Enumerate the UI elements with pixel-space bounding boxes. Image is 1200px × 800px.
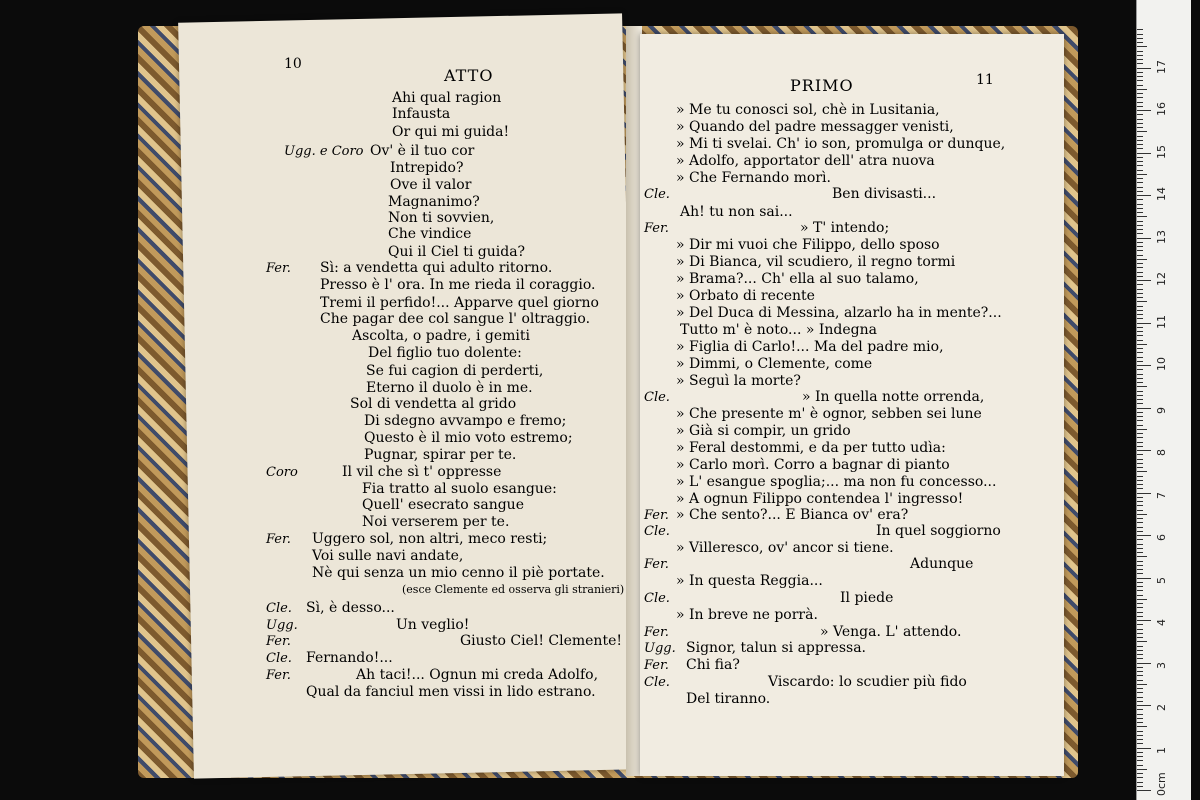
ruler-minor-tick [1137, 340, 1143, 341]
verse-line: » A ognun Filippo contendea l' ingresso! [676, 491, 964, 507]
ruler-tick [1137, 68, 1151, 69]
ruler-tick [1137, 153, 1151, 154]
ruler-label: 17 [1155, 59, 1168, 74]
ruler-minor-tick [1137, 63, 1143, 64]
ruler-minor-tick [1137, 731, 1143, 732]
ruler-minor-tick [1137, 348, 1143, 349]
ruler-label: 6 [1155, 534, 1168, 541]
verse-line: » Villeresco, ov' ancor si tiene. [676, 540, 894, 556]
ruler-minor-tick [1137, 633, 1143, 634]
ruler-minor-tick [1137, 289, 1143, 290]
ruler-tick [1137, 578, 1151, 579]
ruler-minor-tick [1137, 471, 1147, 472]
ruler-minor-tick [1137, 399, 1143, 400]
ruler-minor-tick [1137, 38, 1143, 39]
ruler-label: 12 [1155, 272, 1168, 286]
ruler-minor-tick [1137, 225, 1143, 226]
ruler-minor-tick [1137, 216, 1147, 217]
verse-line: Ove il valor [390, 177, 472, 193]
speaker-label: Ugg. e Coro [284, 144, 364, 159]
verse-line: Che pagar dee col sangue l' oltraggio. [320, 311, 591, 327]
verse-line: » Che Fernando morì. [676, 170, 831, 186]
ruler-minor-tick [1137, 301, 1147, 302]
ruler-minor-tick [1137, 429, 1147, 430]
ruler-label: 16 [1155, 102, 1168, 116]
verse-line: Tremi il perfido!... Apparve quel giorno [320, 295, 599, 311]
ruler-minor-tick [1137, 85, 1143, 86]
ruler-minor-tick [1137, 552, 1143, 553]
verse-line: Qual da fanciul men vissi in lido estrano. [306, 684, 596, 700]
ruler-tick [1137, 620, 1151, 621]
ruler-minor-tick [1137, 297, 1143, 298]
speaker-label: Cle. [644, 390, 670, 405]
ruler-tick [1137, 748, 1151, 749]
ruler-minor-tick [1137, 501, 1143, 502]
ruler-minor-tick [1137, 667, 1143, 668]
verse-line: Eterno il duolo è in me. [366, 380, 533, 396]
ruler-minor-tick [1137, 752, 1143, 753]
ruler-minor-tick [1137, 272, 1143, 273]
ruler-minor-tick [1137, 675, 1143, 676]
ruler-minor-tick [1137, 433, 1143, 434]
ruler-minor-tick [1137, 782, 1143, 783]
ruler-minor-tick [1137, 629, 1143, 630]
ruler-minor-tick [1137, 127, 1143, 128]
verse-line: Chi fia? [686, 657, 740, 673]
ruler-minor-tick [1137, 569, 1143, 570]
ruler-minor-tick [1137, 556, 1147, 557]
ruler-minor-tick [1137, 505, 1143, 506]
ruler-minor-tick [1137, 735, 1143, 736]
verse-line: Ah! tu non sai... [680, 204, 793, 220]
verse-line: Voi sulle navi andate, [312, 548, 464, 564]
ruler-tick [1137, 450, 1151, 451]
ruler-minor-tick [1137, 403, 1143, 404]
ruler-minor-tick [1137, 488, 1143, 489]
ruler-label: 8 [1155, 449, 1168, 456]
ruler-minor-tick [1137, 599, 1147, 600]
ruler-minor-tick [1137, 395, 1143, 396]
ruler-minor-tick [1137, 250, 1143, 251]
verse-line: » Carlo morì. Corro a bagnar di pianto [676, 457, 950, 473]
verse-line: Pugnar, spirar per te. [364, 447, 517, 463]
ruler-minor-tick [1137, 187, 1143, 188]
ruler-minor-tick [1137, 34, 1143, 35]
ruler-minor-tick [1137, 123, 1143, 124]
verse-line: Di sdegno avvampo e fremo; [364, 413, 567, 429]
ruler-minor-tick [1137, 654, 1143, 655]
speaker-label: Cle. [266, 601, 292, 616]
verse-line: » Orbato di recente [676, 288, 815, 304]
ruler-minor-tick [1137, 144, 1143, 145]
verse-line: Infausta [392, 106, 451, 122]
verse-line: » Me tu conosci sol, chè in Lusitania, [676, 102, 940, 118]
verse-line: Nè qui senza un mio cenno il piè portate. [312, 565, 605, 581]
ruler-minor-tick [1137, 692, 1143, 693]
ruler-minor-tick [1137, 178, 1143, 179]
ruler-tick [1137, 195, 1151, 196]
ruler-minor-tick [1137, 739, 1143, 740]
ruler-minor-tick [1137, 586, 1143, 587]
speaker-label: Fer. [266, 668, 291, 683]
ruler-label: 5 [1155, 576, 1168, 584]
ruler-minor-tick [1137, 148, 1143, 149]
ruler-minor-tick [1137, 378, 1143, 379]
ruler-minor-tick [1137, 714, 1143, 715]
verse-line: » L' esangue spoglia;... ma non fu concesso... [676, 474, 997, 490]
ruler-label: 1 [1155, 746, 1168, 754]
ruler-label: 11 [1155, 314, 1168, 329]
ruler-tick [1137, 535, 1151, 536]
speaker-label: Cle. [266, 651, 292, 666]
verse-line: In quel soggiorno [876, 523, 1001, 539]
ruler-minor-tick [1137, 374, 1143, 375]
ruler-label: 2 [1155, 704, 1168, 711]
ruler-minor-tick [1137, 709, 1143, 710]
ruler-minor-tick [1137, 29, 1143, 30]
ruler-minor-tick [1137, 416, 1143, 417]
verse-line: Qui il Ciel ti guida? [388, 244, 526, 260]
ruler-minor-tick [1137, 136, 1143, 137]
ruler-minor-tick [1137, 680, 1143, 681]
left-page-header: ATTO [444, 66, 494, 85]
verse-line: » Brama?... Ch' ella al suo talamo, [676, 271, 919, 287]
speaker-label: Cle. [644, 591, 670, 606]
ruler-minor-tick [1137, 412, 1143, 413]
ruler-tick [1137, 323, 1151, 324]
ruler-minor-tick [1137, 233, 1143, 234]
verse-line: Sì: a vendetta qui adulto ritorno. [320, 260, 553, 276]
ruler-tick [1137, 408, 1151, 409]
ruler-minor-tick [1137, 650, 1143, 651]
ruler-minor-tick [1137, 157, 1143, 158]
verse-line: Non ti sovvien, [388, 210, 495, 226]
verse-line: » In breve ne porrà. [676, 607, 818, 623]
ruler-minor-tick [1137, 539, 1143, 540]
ruler-minor-tick [1137, 174, 1147, 175]
ruler-minor-tick [1137, 212, 1143, 213]
ruler-minor-tick [1137, 722, 1143, 723]
ruler-minor-tick [1137, 72, 1143, 73]
ruler-minor-tick [1137, 357, 1143, 358]
ruler-tick [1137, 663, 1151, 664]
ruler-minor-tick [1137, 726, 1147, 727]
ruler-minor-tick [1137, 561, 1143, 562]
verse-line: » Figlia di Carlo!... Ma del padre mio, [676, 339, 944, 355]
speaker-label: Ugg. [644, 641, 676, 656]
verse-line: Tutto m' è noto... » Indegna [680, 322, 877, 338]
verse-line: Il piede [840, 590, 894, 606]
ruler-minor-tick [1137, 595, 1143, 596]
ruler-minor-tick [1137, 718, 1143, 719]
verse-line: Questo è il mio voto estremo; [364, 430, 573, 446]
ruler-minor-tick [1137, 97, 1143, 98]
ruler-minor-tick [1137, 548, 1143, 549]
ruler-minor-tick [1137, 637, 1143, 638]
ruler-tick [1137, 705, 1151, 706]
verse-line: Quell' esecrato sangue [362, 497, 524, 513]
ruler-minor-tick [1137, 518, 1143, 519]
verse-line: Il vil che sì t' oppresse [342, 464, 502, 480]
speaker-label: Fer. [644, 625, 669, 640]
ruler-minor-tick [1137, 786, 1143, 787]
ruler-minor-tick [1137, 531, 1143, 532]
ruler-minor-tick [1137, 119, 1143, 120]
ruler-minor-tick [1137, 276, 1143, 277]
verse-line: Adunque [910, 556, 974, 572]
verse-line: Presso è l' ora. In me rieda il coraggio. [320, 277, 596, 293]
ruler-minor-tick [1137, 293, 1143, 294]
verse-line: (esce Clemente ed osserva gli stranieri) [402, 583, 625, 596]
ruler-minor-tick [1137, 641, 1147, 642]
ruler-minor-tick [1137, 259, 1147, 260]
verse-line: Viscardo: lo scudier più fido [768, 674, 967, 690]
ruler-minor-tick [1137, 425, 1143, 426]
ruler-tick [1137, 790, 1151, 791]
verse-line: » Del Duca di Messina, alzarlo ha in mente?... [676, 305, 1002, 321]
ruler-label: 9 [1155, 406, 1168, 414]
ruler-minor-tick [1137, 454, 1143, 455]
ruler-minor-tick [1137, 697, 1143, 698]
ruler-minor-tick [1137, 527, 1143, 528]
ruler-minor-tick [1137, 327, 1143, 328]
verse-line: Or qui mi guida! [392, 124, 510, 140]
ruler-minor-tick [1137, 544, 1143, 545]
ruler-minor-tick [1137, 760, 1143, 761]
ruler-minor-tick [1137, 314, 1143, 315]
measuring-ruler [1136, 0, 1191, 800]
verse-line: Giusto Ciel! Clemente! [460, 633, 622, 649]
verse-line: » Adolfo, apportator dell' atra nuova [676, 153, 935, 169]
ruler-tick [1137, 280, 1151, 281]
ruler-minor-tick [1137, 204, 1143, 205]
verse-line: Del tiranno. [686, 691, 771, 707]
ruler-minor-tick [1137, 463, 1143, 464]
verse-line: » In questa Reggia... [676, 573, 823, 589]
ruler-minor-tick [1137, 42, 1143, 43]
ruler-minor-tick [1137, 386, 1147, 387]
ruler-minor-tick [1137, 646, 1143, 647]
ruler-minor-tick [1137, 743, 1143, 744]
ruler-minor-tick [1137, 161, 1143, 162]
verse-line: Ah taci!... Ognun mi creda Adolfo, [356, 667, 599, 683]
verse-line: » Seguì la morte? [676, 373, 801, 389]
ruler-minor-tick [1137, 55, 1143, 56]
ruler-minor-tick [1137, 80, 1143, 81]
ruler-minor-tick [1137, 331, 1143, 332]
ruler-minor-tick [1137, 199, 1143, 200]
speaker-label: Fer. [266, 634, 291, 649]
ruler-minor-tick [1137, 102, 1143, 103]
verse-line: Magnanimo? [388, 194, 480, 210]
verse-line: » Feral destommi, e da per tutto udìa: [676, 440, 946, 456]
verse-line: Fernando!... [306, 650, 393, 666]
ruler-minor-tick [1137, 182, 1143, 183]
speaker-label: Fer. [266, 532, 291, 547]
ruler-label: 7 [1155, 491, 1168, 499]
verse-line: Signor, talun si appressa. [686, 640, 866, 656]
verse-line: Ahi qual ragion [392, 90, 502, 106]
ruler-minor-tick [1137, 170, 1143, 171]
verse-line: Noi verserem per te. [362, 514, 510, 530]
verse-line: » Mi ti svelai. Ch' io son, promulga or dunque, [676, 136, 1006, 152]
verse-line: Del figlio tuo dolente: [368, 345, 522, 361]
ruler-minor-tick [1137, 582, 1143, 583]
ruler-minor-tick [1137, 59, 1143, 60]
ruler-minor-tick [1137, 773, 1143, 774]
ruler-minor-tick [1137, 229, 1143, 230]
ruler-tick [1137, 110, 1151, 111]
right-page-header: PRIMO [790, 76, 854, 95]
ruler-minor-tick [1137, 255, 1143, 256]
ruler-minor-tick [1137, 391, 1143, 392]
ruler-minor-tick [1137, 671, 1143, 672]
ruler-minor-tick [1137, 658, 1143, 659]
verse-line: Che vindice [388, 226, 472, 242]
ruler-minor-tick [1137, 565, 1143, 566]
ruler-minor-tick [1137, 106, 1143, 107]
verse-line: » Che sento?... E Bianca ov' era? [676, 507, 909, 523]
verse-line: » Di Bianca, vil scudiero, il regno tormi [676, 254, 956, 270]
speaker-label: Ugg. [266, 618, 298, 633]
ruler-minor-tick [1137, 701, 1143, 702]
ruler-tick [1137, 493, 1151, 494]
ruler-minor-tick [1137, 616, 1143, 617]
ruler-minor-tick [1137, 344, 1147, 345]
ruler-minor-tick [1137, 480, 1143, 481]
ruler-minor-tick [1137, 522, 1143, 523]
ruler-minor-tick [1137, 467, 1143, 468]
verse-line: Ascolta, o padre, i gemiti [352, 328, 530, 344]
ruler-tick [1137, 365, 1151, 366]
verse-line: » Quando del padre messagger venisti, [676, 119, 954, 135]
speaker-label: Fer. [644, 658, 669, 673]
ruler-minor-tick [1137, 335, 1143, 336]
ruler-minor-tick [1137, 242, 1143, 243]
ruler-minor-tick [1137, 246, 1143, 247]
verse-line: Ben divisasti... [832, 186, 937, 202]
verse-line: » Dir mi vuoi che Filippo, dello sposo [676, 237, 940, 253]
verse-line: » Venga. L' attendo. [820, 624, 962, 640]
ruler-minor-tick [1137, 765, 1143, 766]
ruler-minor-tick [1137, 76, 1143, 77]
ruler-minor-tick [1137, 267, 1143, 268]
ruler-minor-tick [1137, 684, 1147, 685]
verse-line: » Già si compir, un grido [676, 423, 851, 439]
speaker-label: Fer. [644, 221, 669, 236]
ruler-minor-tick [1137, 310, 1143, 311]
speaker-label: Fer. [266, 261, 291, 276]
ruler-label: 10 [1155, 357, 1168, 371]
ruler-minor-tick [1137, 476, 1143, 477]
ruler-minor-tick [1137, 607, 1143, 608]
verse-line: Uggero sol, non altri, meco resti; [312, 531, 548, 547]
ruler-minor-tick [1137, 769, 1147, 770]
ruler-minor-tick [1137, 89, 1147, 90]
ruler-minor-tick [1137, 442, 1143, 443]
speaker-label: Coro [266, 465, 298, 480]
ruler-minor-tick [1137, 590, 1143, 591]
ruler-label: 14 [1155, 187, 1168, 201]
ruler-minor-tick [1137, 624, 1143, 625]
ruler-minor-tick [1137, 459, 1143, 460]
ruler-minor-tick [1137, 437, 1143, 438]
ruler-tick [1137, 238, 1151, 239]
ruler-minor-tick [1137, 484, 1143, 485]
verse-line: » T' intendo; [800, 220, 890, 236]
verse-line: » Dimmi, o Clemente, come [676, 356, 873, 372]
ruler-minor-tick [1137, 352, 1143, 353]
verse-line: Fia tratto al suolo esangue: [362, 481, 557, 497]
ruler-minor-tick [1137, 573, 1143, 574]
ruler-minor-tick [1137, 131, 1147, 132]
ruler-minor-tick [1137, 51, 1143, 52]
ruler-label: 0cm [1155, 772, 1168, 796]
verse-line: Un veglio! [396, 617, 470, 633]
ruler-minor-tick [1137, 514, 1147, 515]
verse-line: Sol di vendetta al grido [350, 396, 517, 412]
ruler-label: 4 [1155, 619, 1168, 626]
speaker-label: Fer. [644, 557, 669, 572]
ruler-minor-tick [1137, 114, 1143, 115]
ruler-minor-tick [1137, 208, 1143, 209]
ruler-label: 3 [1155, 661, 1168, 669]
ruler-minor-tick [1137, 221, 1143, 222]
ruler-minor-tick [1137, 369, 1143, 370]
verse-line: » In quella notte orrenda, [802, 389, 985, 405]
ruler-minor-tick [1137, 497, 1143, 498]
ruler-minor-tick [1137, 361, 1143, 362]
ruler-minor-tick [1137, 688, 1143, 689]
ruler-minor-tick [1137, 140, 1143, 141]
ruler-minor-tick [1137, 165, 1143, 166]
ruler-minor-tick [1137, 318, 1143, 319]
ruler-minor-tick [1137, 93, 1143, 94]
ruler-minor-tick [1137, 191, 1143, 192]
ruler-label: 15 [1155, 144, 1168, 159]
verse-line: Ov' è il tuo cor [370, 143, 475, 159]
verse-line: Se fui cagion di perderti, [366, 363, 544, 379]
speaker-label: Cle. [644, 675, 670, 690]
speaker-label: Cle. [644, 187, 670, 202]
ruler-minor-tick [1137, 420, 1143, 421]
verse-line: Intrepido? [390, 160, 464, 176]
ruler-minor-tick [1137, 603, 1143, 604]
ruler-minor-tick [1137, 306, 1143, 307]
ruler-minor-tick [1137, 510, 1143, 511]
ruler-minor-tick [1137, 756, 1143, 757]
ruler-minor-tick [1137, 284, 1143, 285]
left-page-number: 10 [284, 56, 302, 72]
verse-line: » Che presente m' è ognor, sebben sei lune [676, 406, 982, 422]
right-page-number: 11 [976, 72, 994, 88]
ruler-minor-tick [1137, 263, 1143, 264]
ruler-minor-tick [1137, 382, 1143, 383]
ruler-minor-tick [1137, 612, 1143, 613]
ruler-label: 13 [1155, 229, 1168, 244]
verse-line: Sì, è desso... [306, 600, 395, 616]
ruler-minor-tick [1137, 777, 1143, 778]
ruler-minor-tick [1137, 46, 1147, 47]
ruler-minor-tick [1137, 446, 1143, 447]
speaker-label: Cle. [644, 524, 670, 539]
speaker-label: Fer. [644, 508, 669, 523]
